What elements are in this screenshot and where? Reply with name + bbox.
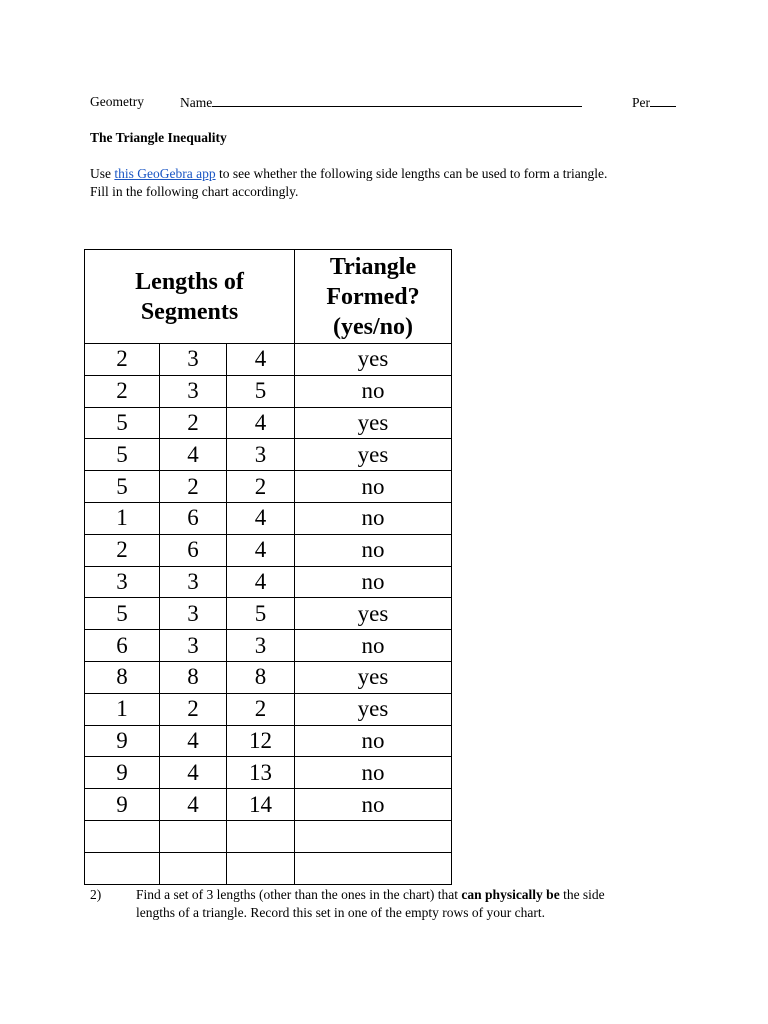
table-row: [85, 630, 452, 662]
question-2-text-a: Find a set of 3 lengths (other than the ones in the chart) that: [136, 887, 462, 902]
segment-a-cell: 2: [85, 375, 160, 407]
instructions-line-2: Fill in the following chart accordingly.: [90, 184, 299, 199]
triangle-chart: [84, 249, 452, 885]
segment-a-cell: 9: [85, 725, 160, 757]
segment-b-cell: 6: [160, 502, 227, 534]
table-row: [85, 471, 452, 503]
table-row: [85, 502, 452, 534]
segment-c-cell[interactable]: [227, 820, 295, 852]
segment-c-cell: 2: [227, 471, 295, 503]
triangle-formed-cell[interactable]: [295, 820, 452, 852]
segment-c-cell: 4: [227, 566, 295, 598]
page-title: The Triangle Inequality: [90, 130, 227, 145]
triangle-formed-cell: yes: [295, 598, 452, 630]
triangle-formed-cell: yes: [295, 407, 452, 439]
segment-b-cell: 4: [160, 789, 227, 821]
segment-b-cell: 2: [160, 693, 227, 725]
segment-a-cell: 1: [85, 693, 160, 725]
lengths-header-line-2: Segments: [140, 298, 239, 325]
segment-b-cell[interactable]: [160, 820, 227, 852]
segment-a-cell: 1: [85, 502, 160, 534]
question-2-emphasis: can physically be: [461, 887, 560, 902]
segment-b-cell: 2: [160, 471, 227, 503]
triangle-formed-cell: no: [295, 471, 452, 503]
table-row: [85, 789, 452, 821]
segment-c-cell: 3: [227, 439, 295, 471]
segment-a-cell: 2: [85, 344, 160, 376]
instructions-line-1: [90, 166, 607, 182]
segment-a-cell: 6: [85, 630, 160, 662]
segment-b-cell[interactable]: [160, 852, 227, 884]
triangle-formed-cell: yes: [295, 693, 452, 725]
table-row: [85, 598, 452, 630]
triangle-formed-cell: no: [295, 502, 452, 534]
table-row: [85, 661, 452, 693]
triangle-formed-cell: yes: [295, 661, 452, 693]
segment-c-cell: 13: [227, 757, 295, 789]
segment-b-cell: 3: [160, 598, 227, 630]
question-2-number: 2): [90, 887, 102, 902]
segment-c-cell: 3: [227, 630, 295, 662]
segment-c-cell[interactable]: [227, 852, 295, 884]
result-header: [295, 250, 452, 344]
question-2-line-1: [136, 887, 605, 903]
triangle-formed-cell: no: [295, 630, 452, 662]
triangle-formed-cell: no: [295, 566, 452, 598]
period-label: Per: [632, 95, 650, 110]
segment-c-cell: 8: [227, 661, 295, 693]
question-2-line-2: lengths of a triangle. Record this set in one of the empty rows of your chart.: [136, 905, 546, 920]
triangle-formed-cell[interactable]: [295, 852, 452, 884]
table-row: [85, 344, 452, 376]
table-row: [85, 566, 452, 598]
segment-a-cell[interactable]: [85, 852, 160, 884]
triangle-formed-cell: yes: [295, 344, 452, 376]
segment-b-cell: 4: [160, 757, 227, 789]
segment-b-cell: 3: [160, 630, 227, 662]
result-header-line-2: Formed?: [326, 283, 420, 310]
segment-a-cell: 5: [85, 471, 160, 503]
table-row: [85, 820, 452, 852]
triangle-formed-cell: no: [295, 789, 452, 821]
segment-a-cell: 5: [85, 439, 160, 471]
segment-b-cell: 6: [160, 534, 227, 566]
chart-header-row: [85, 250, 452, 344]
segment-c-cell: 5: [227, 598, 295, 630]
lengths-header: [85, 250, 295, 344]
triangle-formed-cell: no: [295, 757, 452, 789]
lengths-header-line-1: Lengths of: [135, 268, 244, 295]
segment-a-cell[interactable]: [85, 820, 160, 852]
period-field[interactable]: [632, 94, 676, 111]
instructions-prefix: Use: [90, 166, 115, 181]
instructions-suffix: to see whether the following side lengths can be used to form a triangle.: [215, 166, 608, 181]
table-row: [85, 725, 452, 757]
table-row: [85, 407, 452, 439]
segment-a-cell: 8: [85, 661, 160, 693]
segment-c-cell: 4: [227, 502, 295, 534]
period-blank-line[interactable]: [650, 94, 676, 107]
segment-c-cell: 5: [227, 375, 295, 407]
name-blank-line[interactable]: [212, 94, 582, 107]
name-field[interactable]: [180, 94, 582, 111]
segment-c-cell: 12: [227, 725, 295, 757]
segment-c-cell: 4: [227, 407, 295, 439]
triangle-formed-cell: no: [295, 534, 452, 566]
segment-a-cell: 9: [85, 789, 160, 821]
result-header-line-1: Triangle: [329, 253, 417, 280]
segment-b-cell: 4: [160, 439, 227, 471]
segment-a-cell: 2: [85, 534, 160, 566]
segment-c-cell: 14: [227, 789, 295, 821]
segment-a-cell: 5: [85, 598, 160, 630]
geogebra-app-link[interactable]: this GeoGebra app: [114, 166, 216, 181]
table-row: [85, 693, 452, 725]
triangle-formed-cell: yes: [295, 439, 452, 471]
segment-c-cell: 4: [227, 344, 295, 376]
segment-b-cell: 3: [160, 375, 227, 407]
segment-b-cell: 3: [160, 344, 227, 376]
subject-label: Geometry: [90, 94, 144, 109]
triangle-formed-cell: no: [295, 375, 452, 407]
table-row: [85, 375, 452, 407]
table-row: [85, 439, 452, 471]
segment-b-cell: 3: [160, 566, 227, 598]
segment-b-cell: 2: [160, 407, 227, 439]
segment-a-cell: 5: [85, 407, 160, 439]
question-2-text-b: the side: [559, 887, 605, 902]
chart-body: [85, 344, 452, 885]
triangle-formed-cell: no: [295, 725, 452, 757]
result-header-line-3: (yes/no): [333, 313, 413, 340]
segment-b-cell: 8: [160, 661, 227, 693]
table-row: [85, 534, 452, 566]
table-row: [85, 852, 452, 884]
segment-a-cell: 3: [85, 566, 160, 598]
segment-b-cell: 4: [160, 725, 227, 757]
name-label: Name: [180, 95, 213, 110]
segment-c-cell: 4: [227, 534, 295, 566]
segment-c-cell: 2: [227, 693, 295, 725]
segment-a-cell: 9: [85, 757, 160, 789]
table-row: [85, 757, 452, 789]
